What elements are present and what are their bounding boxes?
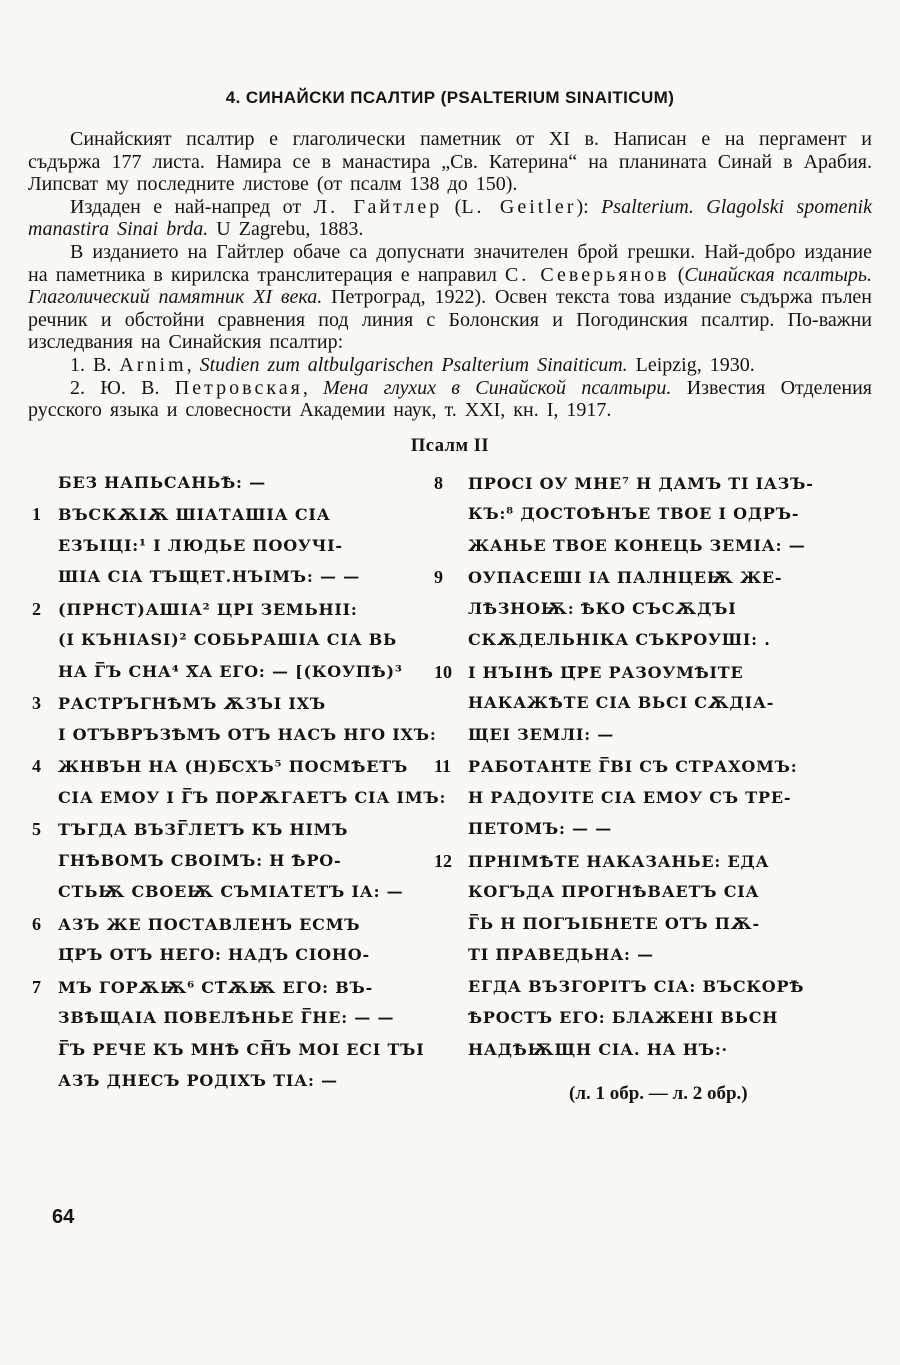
- psalm-right-column: [434, 473, 874, 1106]
- psalm-verse-line: [32, 1008, 434, 1040]
- psalm-verse-line: [32, 851, 434, 883]
- verse-text: СІА ЕМОУ І Г̅Ъ ПОРѪГАЕТЪ СІА ІМЪ:: [58, 787, 447, 807]
- psalm-verse-line: [434, 536, 874, 568]
- verse-text: ѢРОСТЪ ЕГО: БЛАЖЕНІ ВЬСН: [468, 1008, 779, 1028]
- verse-text: ГНѢВОМЪ СВОІМЪ: Н ѢРО-: [58, 850, 342, 870]
- psalm-verse-line: [32, 693, 434, 725]
- psalm-verse-line: [434, 504, 874, 536]
- psalm-columns: [32, 473, 874, 1106]
- text-segment: 1. B.: [70, 353, 120, 376]
- verse-number: 6: [32, 913, 41, 934]
- psalm-verse-line: [32, 567, 434, 599]
- verse-text: КОГЪДА ПРОГНѢВАЕТЪ СІА: [468, 882, 760, 902]
- psalm-verse-line: [32, 977, 434, 1009]
- verse-text: ЖНВЪН НА (Н)Б̅СХЪ⁵ ПОСМѢЕТЪ: [58, 757, 409, 777]
- verse-text: ЗВѢЩАІА ПОВЕЛѢНЬЕ Г̅НЕ: — —: [58, 1008, 395, 1028]
- text-segment-spaced: L. Geitler: [461, 195, 577, 218]
- verse-text: МЪ ГОРѪѬ⁶ СТ̅ѪѬ ЕГО: ВЪ-: [58, 977, 374, 997]
- text-segment-italic: Psalterium. Glagolski spomenik manastira Sinai brda.: [28, 195, 872, 241]
- verse-text: (І КЪНІАЅІ)² СОБЬРАШІА СІА ВЬ: [58, 630, 398, 650]
- text-segment: ,: [186, 353, 200, 376]
- verse-text: ЛѢЗНОѬ: ѢКО СЪСѪДЪІ: [468, 598, 737, 618]
- psalm-verse-line: [434, 882, 874, 914]
- verse-text: АЗЪ ДНЕСЪ РОДІХЪ ТІА: —: [58, 1071, 338, 1091]
- psalm-verse-line: [32, 473, 434, 505]
- text-segment-spaced: Петровская: [174, 376, 303, 399]
- psalm-verse-line: [32, 724, 437, 757]
- text-segment: ,: [302, 376, 324, 399]
- psalm-verse-line: [434, 851, 874, 883]
- bibliography-item-2: [28, 377, 872, 422]
- psalm-verse-line: [434, 567, 874, 599]
- text-segment: (: [669, 263, 685, 286]
- verse-text: Г̅Ь Н ПОГЪІБНЕТЕ ОТЪ ПѪ-: [468, 913, 760, 933]
- verse-text: РАБОТАНТЕ Г̅ВІ СЪ СТРАХОМЪ:: [468, 757, 798, 777]
- verse-text: БЕЗ НАПЬСАНЬѢ: —: [58, 472, 266, 492]
- verse-text: НА Г̅Ъ СНА⁴ Х̅А ЕГО: — [(КОУПѢ)³: [58, 661, 403, 681]
- verse-text: ПРНІМѢТЕ НАКАЗАНЬЕ: ЕДА: [468, 851, 770, 871]
- text-segment-spaced: С. Северьянов: [504, 263, 670, 286]
- page-title: 4. СИНАЙСКИ ПСАЛТИР (PSALTERIUM SINAITICUM): [225, 88, 675, 107]
- verse-number: 9: [434, 567, 443, 588]
- verse-text: ЖАНЬЕ ТВОЕ КОНЕЦЬ ЗЕМІА: —: [468, 535, 806, 555]
- verse-text: Н РАДОУІТЕ СІА ЕМОУ СЪ ТРЕ-: [468, 787, 792, 807]
- psalm-verse-line: [434, 662, 874, 694]
- verse-number: 8: [434, 472, 443, 493]
- verse-text: ШІА СІА ТЪЩЕТ.НЪІМЪ: — —: [58, 567, 360, 587]
- verse-text: НАДѢѬЩН СІА. НА НЪ:·: [468, 1039, 728, 1059]
- psalm-verse-line: [32, 819, 434, 851]
- text-segment-italic: Studien zum altbulgarischen Psalterium Sinaiticum.: [199, 353, 628, 376]
- verse-number: 1: [32, 504, 41, 525]
- text-segment: ):: [576, 195, 602, 218]
- psalm-verse-line: [434, 1040, 874, 1072]
- paragraph-first-edition: [28, 196, 872, 241]
- verse-text: ТІ ПРАВЕДЬНА: —: [468, 945, 654, 965]
- psalm-verse-line: [32, 1071, 434, 1103]
- psalm-verse-line: [434, 599, 874, 631]
- verse-text: АЗЪ ЖЕ ПОСТАВЛЕНЪ ЕСМЪ: [58, 914, 361, 934]
- psalm-verse-line: [434, 1008, 874, 1040]
- verse-number: 11: [434, 756, 452, 777]
- verse-text: ВЪСКѪІѪ ШІАТАШІА СІА: [58, 505, 331, 525]
- verse-text: Г̅Ъ РЕЧЕ КЪ МНѢ СН̅Ъ МОІ ЕСІ ТЪІ: [58, 1039, 425, 1059]
- psalm-verse-line: [434, 630, 874, 662]
- psalm-heading: Псалм II: [410, 435, 490, 456]
- verse-text: ОУПАСЕШІ ІА ПАЛНЦЕѬ ЖЕ-: [468, 568, 783, 588]
- verse-text: І ОТЪВРЪЗѢМЪ ОТЪ НАСЪ НГО ІХЪ:: [58, 724, 437, 744]
- psalm-verse-line: [434, 914, 874, 946]
- text-segment-italic: Мена глухих в Синайской псалтыри.: [323, 376, 672, 399]
- psalm-verse-line: [434, 693, 874, 725]
- text-segment-spaced: Л. Гайтлер: [313, 195, 443, 218]
- verse-text: Ц̅РЪ ОТЪ НЕГО: НАДЪ СІОНО-: [58, 945, 370, 965]
- psalm-right-lines: [434, 473, 874, 1072]
- psalm-verse-line: [434, 788, 874, 820]
- psalm-verse-line: [434, 819, 874, 851]
- verse-number: 7: [32, 976, 41, 997]
- verse-text: ЕЗЪІЦІ:¹ І ЛЮДЬЕ ПООУЧІ-: [58, 535, 343, 555]
- text-segment-italic: Синайская псалтырь. Глаголический памятник XI века.: [28, 263, 872, 309]
- verse-text: СТЬѬ СВОЕѬ СЪМІАТЕТЪ ІА: —: [58, 882, 404, 902]
- folio-note: (л. 1 обр. — л. 2 обр.): [569, 1083, 748, 1105]
- verse-text: ПРОСІ ОУ МНЕ⁷ Н ДАМЪ ТІ ІАЗЪ-: [468, 473, 814, 493]
- intro-text: [28, 128, 872, 422]
- verse-text: ПЕТОМЪ: — —: [468, 819, 613, 839]
- verse-number: 2: [32, 598, 41, 619]
- psalm-verse-line: [32, 914, 434, 946]
- verse-text: КЪ:⁸ ДОСТОѢНЪЕ ТВОЕ І ОДРЪ-: [468, 504, 800, 524]
- text-segment: Известия Отделения русского языка и словесности Академии наук, т. XXI, кн. I, 1917.: [28, 376, 873, 422]
- text-segment: Петроград, 1922). Освен текста това издание съдържа пълен речник и обстойни сравнения под линия с Болонския и Погодинския псалтир. По-важни изследвания на Синайския псалтир:: [28, 286, 873, 354]
- verse-text: СКѪДЕЛЬНІКА СЪКРОУШІ: .: [468, 630, 771, 650]
- verse-text: ЩЕІ ЗЕМЛІ: —: [468, 724, 615, 744]
- psalm-verse-line: [32, 504, 434, 536]
- text-segment: 2. Ю. В.: [70, 376, 175, 399]
- psalm-verse-line: [32, 882, 434, 914]
- psalm-verse-line: [32, 662, 434, 694]
- text-segment: (: [442, 195, 462, 218]
- paragraph-best-edition: [28, 241, 872, 354]
- text-segment: Синайският псалтир е глаголически паметник от XI в. Написан е на пергамент и съдържа 177 листа. Намира се в манастира „Св. Катерина“ на планината Синай в Арабия. Липсват му последните листове (от псалм 138 до 150).: [28, 128, 872, 196]
- text-segment: Leipzig, 1930.: [627, 353, 755, 376]
- psalm-verse-line: [434, 756, 874, 788]
- paragraph-description: [28, 128, 872, 196]
- psalm-verse-line: [434, 473, 874, 505]
- verse-number: 3: [32, 693, 41, 714]
- verse-text: РАСТРЪГНѢМЪ ѪЗЪІ ІХЪ: [58, 694, 326, 714]
- verse-text: НАКАЖѢТЕ СІА ВЬСІ СѪДІА-: [468, 693, 775, 713]
- psalm-verse-line: [32, 945, 434, 977]
- psalm-verse-line: [434, 977, 874, 1009]
- verse-text: ЕГДА ВЪЗГОРІТЪ СІА: ВЪСКОРѢ: [468, 976, 805, 996]
- psalm-verse-line: [32, 599, 434, 631]
- page-number: 64: [52, 1206, 75, 1228]
- text-segment: U Zagrebu, 1883.: [208, 218, 364, 241]
- psalm-verse-line: [32, 630, 434, 662]
- verse-text: І НЪІНѢ Ц̅РЕ РАЗОУМѢІТЕ: [468, 662, 744, 682]
- psalm-verse-line: [32, 1040, 434, 1072]
- verse-number: 12: [434, 850, 452, 871]
- text-segment: Издаден е най-напред от: [70, 195, 314, 218]
- verse-number: 10: [434, 661, 452, 682]
- verse-number: 4: [32, 756, 41, 777]
- psalm-verse-line: [32, 536, 434, 568]
- verse-text: (ПРНСТ)АШІА² ЦРІ ЗЕМЬНІІ:: [58, 599, 358, 619]
- text-segment-spaced: Arnim: [119, 353, 187, 376]
- verse-number: 5: [32, 819, 41, 840]
- bibliography-item-1: [28, 354, 872, 377]
- psalm-verse-line: [32, 787, 447, 820]
- psalm-verse-line: [32, 756, 434, 788]
- text-segment: В изданието на Гайтлер обаче са допуснати значителен брой грешки. Най-добро издание на паметника в кирилска транслитерация е направил: [28, 240, 872, 286]
- verse-text: ТЪГДА ВЪЗГ̅ЛЕТЪ КЪ НІМЪ: [58, 820, 349, 840]
- psalm-verse-line: [434, 725, 874, 757]
- psalm-verse-line: [434, 945, 874, 977]
